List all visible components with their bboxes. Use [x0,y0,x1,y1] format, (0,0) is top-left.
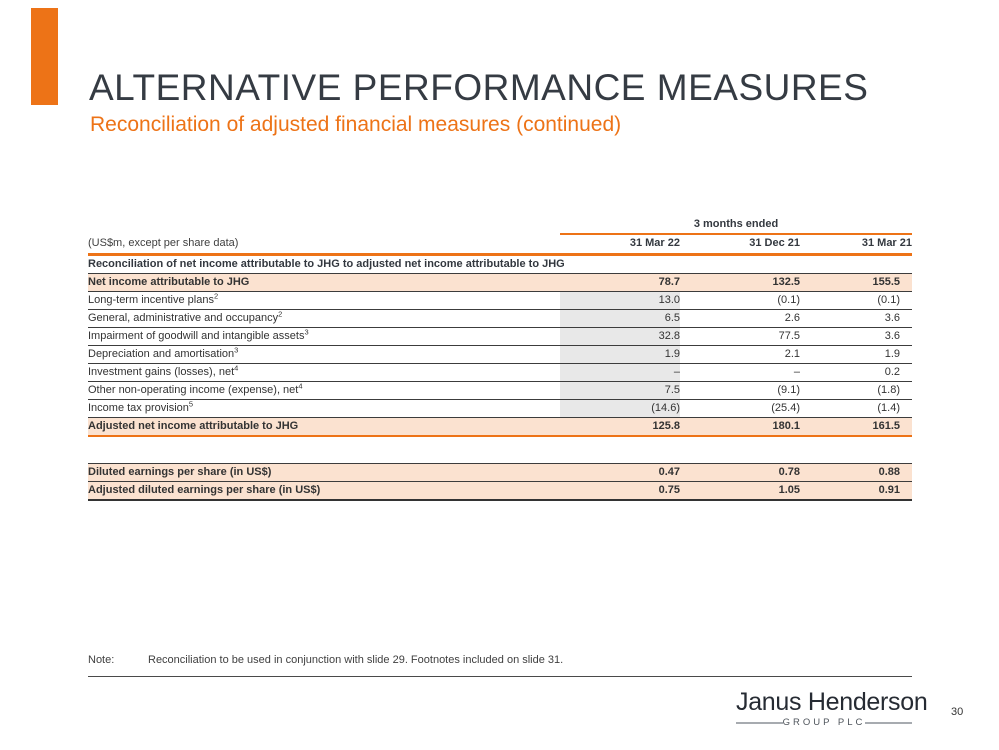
page-number: 30 [951,706,964,718]
cell-value: 0.78 [680,464,800,482]
table-row-eps [88,482,912,501]
logo-wordmark: Janus Henderson [736,688,928,716]
reconciliation-table [88,216,912,501]
column-header-3: 31 Mar 21 [800,234,912,255]
row-label: General, administrative and occupancy$^2$ [88,310,560,328]
logo-rule-left [736,722,783,724]
cell-value: 78.7 [560,274,680,292]
cell-value: 180.1 [680,418,800,437]
janus-henderson-logo [736,688,928,728]
row-label: Impairment of goodwill and intangible assets$^3$ [88,328,560,346]
cell-value: 0.75 [560,482,680,501]
column-header-row [88,234,912,255]
cell-value: 0.91 [800,482,912,501]
footnote-divider [88,676,912,677]
table-row [88,274,912,292]
row-label: Diluted earnings per share (in US$) [88,464,560,482]
section-header: Reconciliation of net income attributable to JHG to adjusted net income attributable to JHG [88,255,912,274]
footnote-text-row [88,654,912,667]
cell-value: 132.5 [680,274,800,292]
table-row-eps [88,464,912,482]
cell-value: 3.6 [800,328,912,346]
cell-value: 6.5 [560,310,680,328]
logo-subtitle: GROUP PLC [782,717,866,728]
unit-label: (US$m, except per share data) [88,234,560,255]
cell-value: 77.5 [680,328,800,346]
page-subtitle: Reconciliation of adjusted financial measures (continued) [90,113,622,136]
cell-value: (0.1) [680,292,800,310]
period-header: 3 months ended [560,216,912,234]
cell-value: – [680,364,800,382]
cell-value: (1.4) [800,400,912,418]
table-row [88,292,912,310]
period-header-spacer [88,216,560,234]
section-header-row [88,255,912,274]
table-row [88,310,912,328]
spacer-row [88,436,912,464]
cell-value: (1.8) [800,382,912,400]
cell-value: (0.1) [800,292,912,310]
table-row [88,400,912,418]
reconciliation-table-grid [88,216,912,501]
note-text: Reconciliation to be used in conjunction with slide 29. Footnotes included on slide 31. [148,654,564,666]
table-row [88,364,912,382]
cell-value: 2.1 [680,346,800,364]
cell-value: 32.8 [560,328,680,346]
cell-value: 125.8 [560,418,680,437]
cell-value: 0.88 [800,464,912,482]
page-title: ALTERNATIVE PERFORMANCE MEASURES [89,67,869,108]
cell-value: 7.5 [560,382,680,400]
note-prefix: Note: [88,654,115,666]
row-label: Long-term incentive plans$^2$ [88,292,560,310]
footnote-block [88,654,912,677]
cell-value: (9.1) [680,382,800,400]
table-row [88,328,912,346]
cell-value: (25.4) [680,400,800,418]
accent-bar [31,8,58,105]
cell-value: (14.6) [560,400,680,418]
period-header-row [88,216,912,234]
cell-value: 2.6 [680,310,800,328]
table-row [88,346,912,364]
cell-value: 1.9 [560,346,680,364]
table-row [88,382,912,400]
logo-rule-right [865,722,912,724]
cell-value: 0.47 [560,464,680,482]
row-label: Net income attributable to JHG [88,274,560,292]
column-header-1: 31 Mar 22 [560,234,680,255]
cell-value: 161.5 [800,418,912,437]
row-label: Adjusted diluted earnings per share (in US$) [88,482,560,501]
cell-value: 0.2 [800,364,912,382]
cell-value: – [560,364,680,382]
cell-value: 3.6 [800,310,912,328]
cell-value: 1.05 [680,482,800,501]
row-label: Investment gains (losses), net$^4$ [88,364,560,382]
cell-value: 155.5 [800,274,912,292]
cell-value: 1.9 [800,346,912,364]
table-row-total [88,418,912,437]
row-label: Other non-operating income (expense), net$^4$ [88,382,560,400]
row-label: Adjusted net income attributable to JHG [88,418,560,437]
row-label: Income tax provision$^5$ [88,400,560,418]
column-header-2: 31 Dec 21 [680,234,800,255]
row-label: Depreciation and amortisation$^3$ [88,346,560,364]
logo-subtitle-row [736,717,912,728]
cell-value: 13.0 [560,292,680,310]
